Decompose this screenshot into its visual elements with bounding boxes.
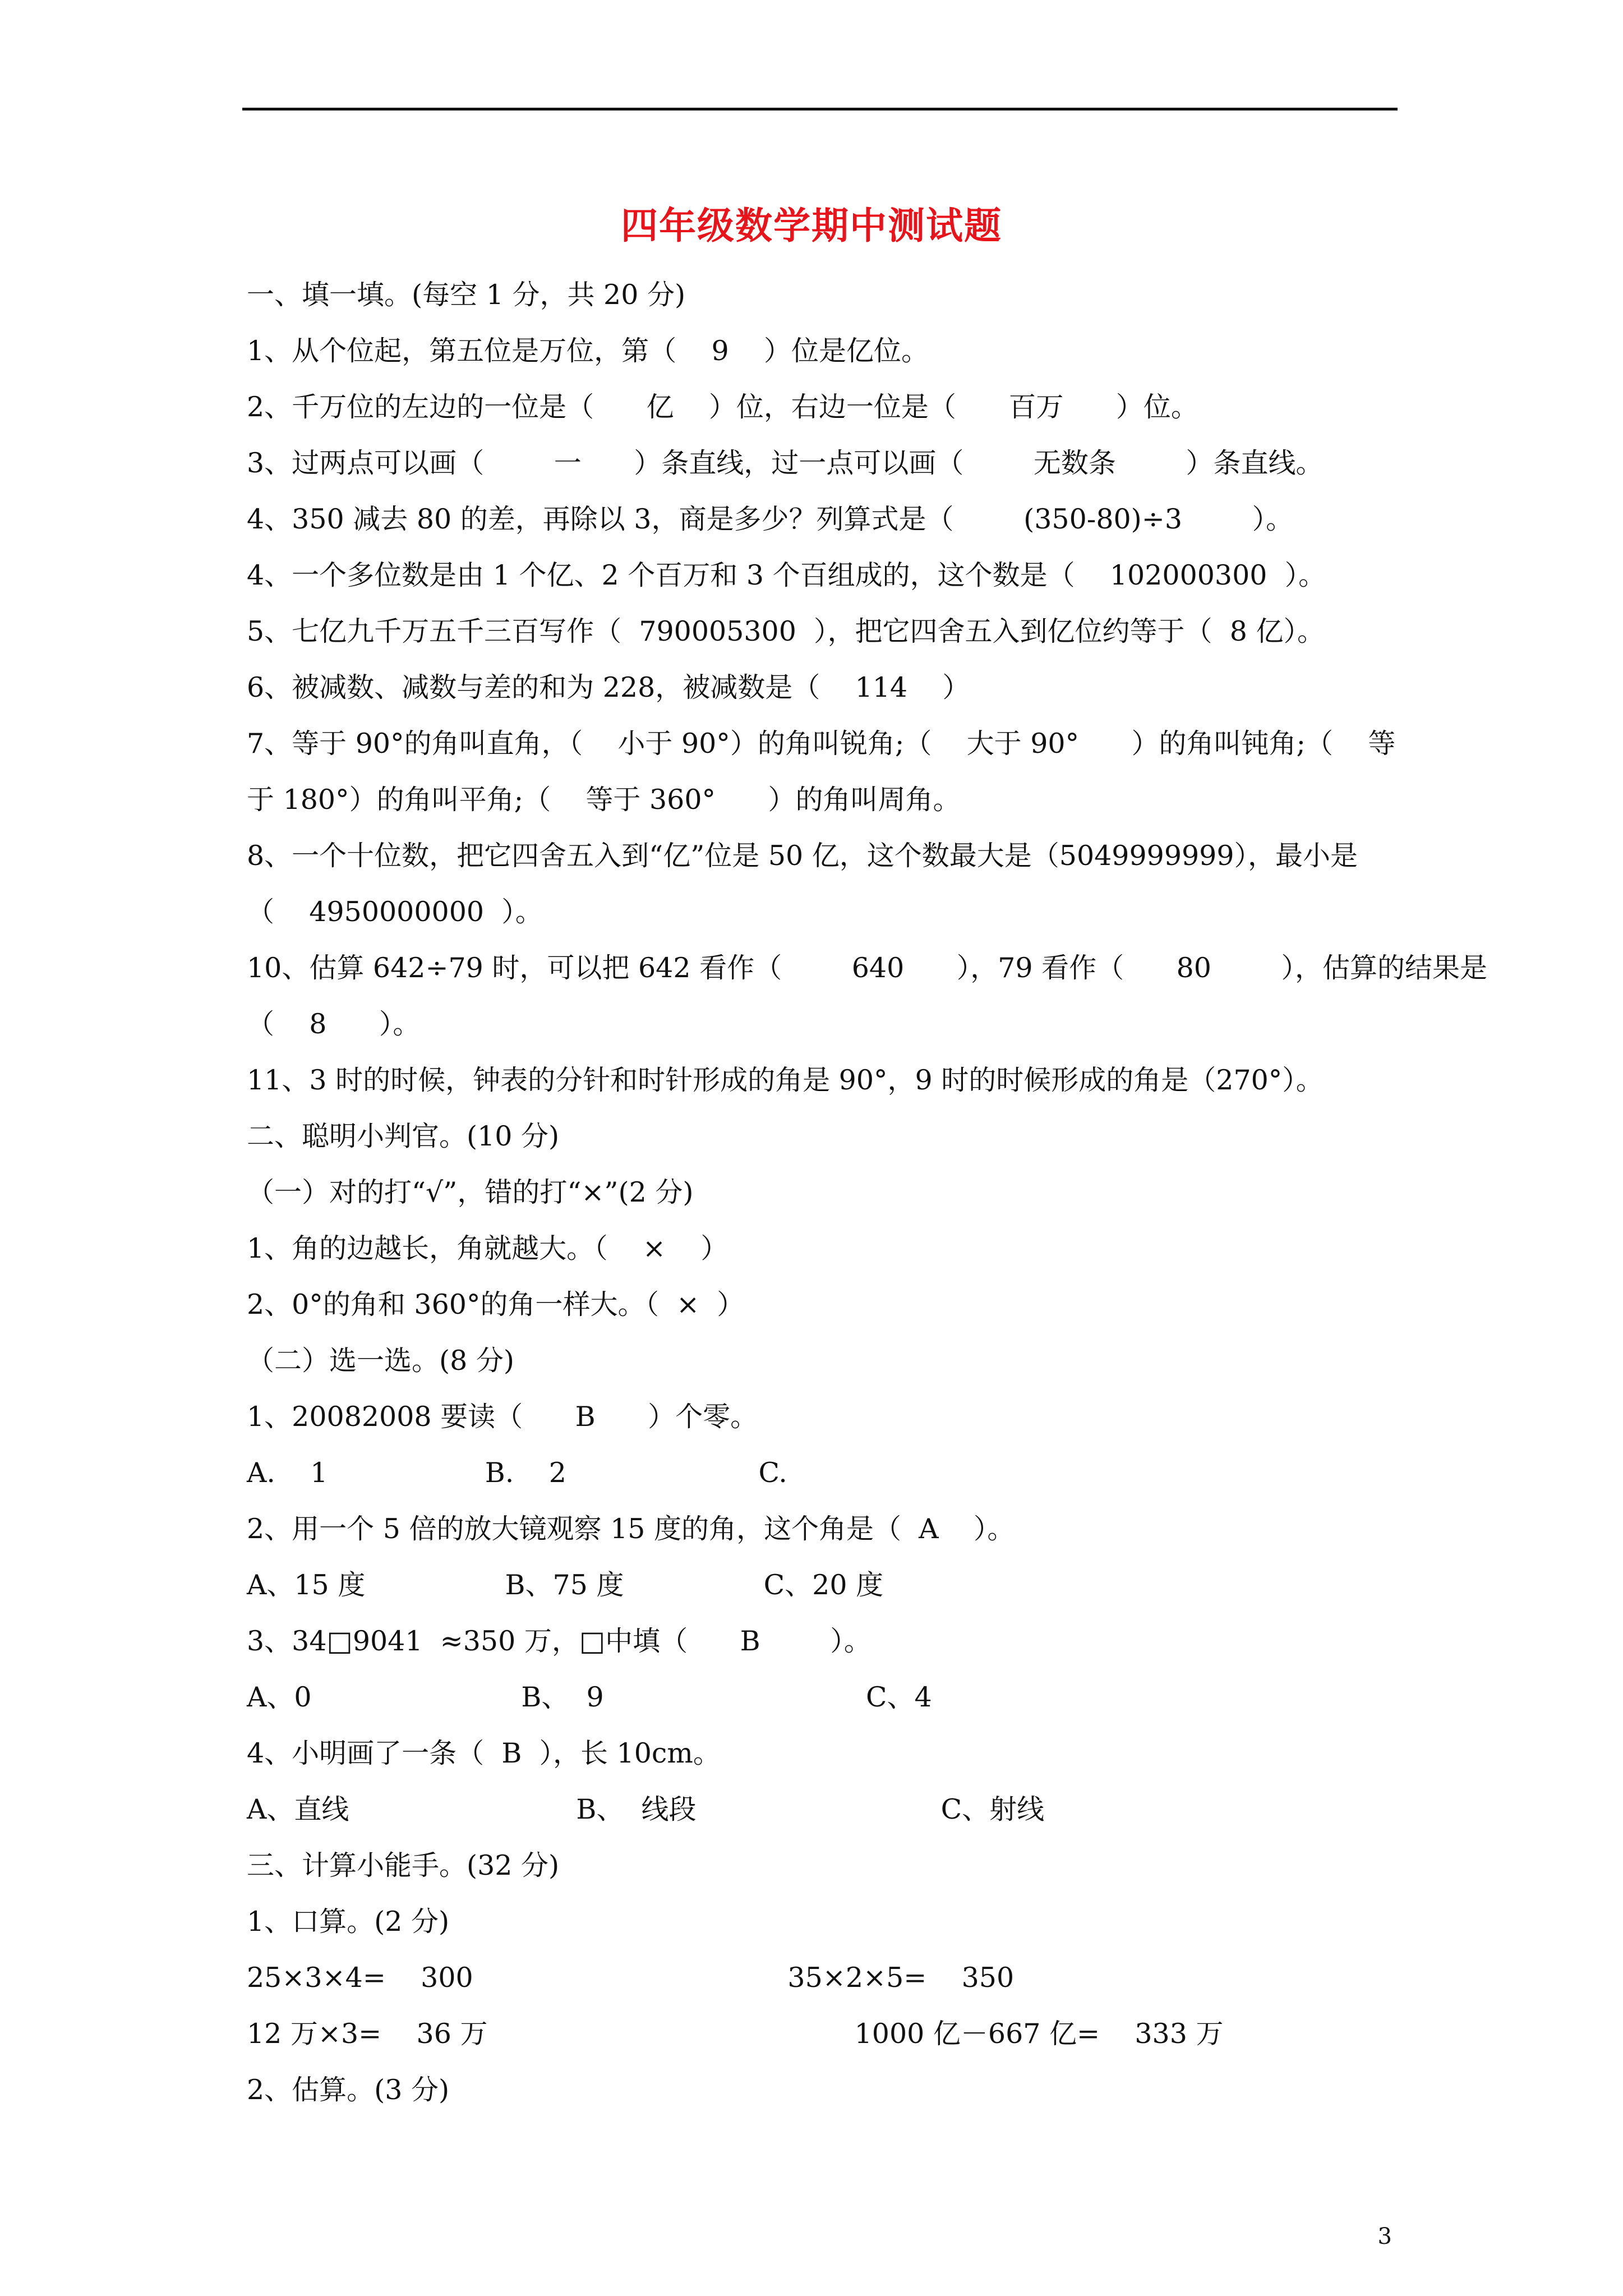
question-line: 4、小明画了一条（ B ），长 10cm。 — [247, 1737, 721, 1769]
options-line: A、0 B、 9 C、4 — [247, 1681, 932, 1713]
question-line: 1、从个位起，第五位是万位，第（ 9 ）位是亿位。 — [247, 335, 929, 367]
question-line: 8、一个十位数，把它四舍五入到“亿”位是 50 亿，这个数最大是（5049999999），最小是 — [247, 840, 1358, 872]
subsection-heading: 1、口算。(2 分) — [247, 1906, 450, 1938]
question-line: 4、一个多位数是由 1 个亿、2 个百万和 3 个百组成的，这个数是（ 102000300 ）。 — [247, 559, 1326, 591]
question-line: 2、0°的角和 360°的角一样大。（ × ） — [247, 1289, 745, 1320]
subsection-heading: 2、估算。(3 分) — [247, 2074, 450, 2106]
page-title: 四年级数学期中测试题 — [621, 204, 1002, 247]
question-line: 3、过两点可以画（ 一 ）条直线，过一点可以画（ 无数条 ）条直线。 — [247, 447, 1324, 479]
calc-line: 25×3×4= 300 35×2×5= 350 — [247, 1962, 1015, 1994]
question-line: 2、用一个 5 倍的放大镜观察 15 度的角，这个角是（ A ）。 — [247, 1513, 1015, 1545]
subsection-heading: （一）对的打“√”，错的打“×”(2 分) — [247, 1176, 694, 1208]
section-heading-1: 一、填一填。(每空 1 分，共 20 分) — [247, 279, 686, 311]
question-line: 4、350 减去 80 的差，再除以 3，商是多少？列算式是（ (350-80)÷3 ）。 — [247, 503, 1294, 535]
question-line: 2、千万位的左边的一位是（ 亿 ）位，右边一位是（ 百万 ）位。 — [247, 391, 1198, 423]
question-line: 1、20082008 要读（ B ）个零。 — [247, 1401, 758, 1433]
question-line: 10、估算 642÷79 时，可以把 642 看作（ 640 ），79 看作（ 80 ），估算的结果是 — [247, 952, 1488, 984]
section-heading-2: 二、聪明小判官。(10 分) — [247, 1120, 560, 1152]
options-line: A、直线 B、 线段 C、射线 — [247, 1793, 1045, 1825]
question-line: 11、3 时的时候，钟表的分针和时针形成的角是 90°，9 时的时候形成的角是（270°）。 — [247, 1064, 1324, 1096]
header-rule — [242, 108, 1398, 111]
subsection-heading: （二）选一选。(8 分) — [247, 1345, 514, 1377]
section-heading-3: 三、计算小能手。(32 分) — [247, 1849, 560, 1881]
question-line: 7、等于 90°的角叫直角，（ 小于 90°）的角叫锐角;（ 大于 90° ）的角叫钝角;（ 等 — [247, 728, 1396, 760]
question-line: （ 8 ）。 — [247, 1008, 421, 1040]
options-line: A. 1 B. 2 C. — [247, 1457, 787, 1489]
options-line: A、15 度 B、75 度 C、20 度 — [247, 1569, 884, 1601]
question-line: 1、角的边越长，角就越大。（ × ） — [247, 1232, 728, 1264]
question-line: 于 180°）的角叫平角;（ 等于 360° ）的角叫周角。 — [247, 784, 961, 816]
question-line: 3、34□9041 ≈350 万，□中填（ B ）。 — [247, 1625, 872, 1657]
question-line: 6、被减数、减数与差的和为 228，被减数是（ 114 ） — [247, 671, 970, 703]
question-line: 5、七亿九千万五千三百写作（ 790005300 ），把它四舍五入到亿位约等于（ 8 亿）。 — [247, 615, 1325, 647]
question-line: （ 4950000000 ）。 — [247, 896, 543, 928]
page-number: 3 — [1377, 2224, 1392, 2249]
calc-line: 12 万×3= 36 万 1000 亿－667 亿= 333 万 — [247, 2018, 1224, 2050]
